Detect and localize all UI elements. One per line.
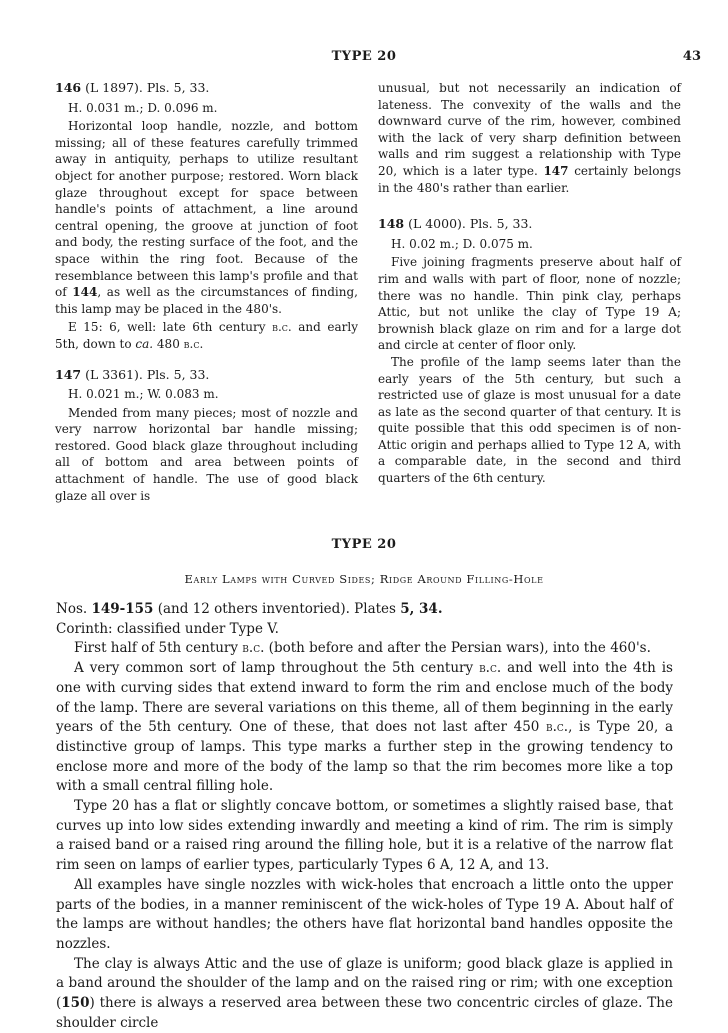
body-paragraph: Type 20 has a flat or slightly concave bottom, or sometimes a slightly raised base, that curves up into low sides extending inwardly and meeting a kind of rim. The rim is simply a raised band or a raised ring around the filling hole, but it is a relative of the narrow flat rim seen on lamps of earlier types, particularly Types 6 A, 12 A, and 13. [56, 798, 673, 874]
left-column [55, 80, 358, 504]
running-header-title: TYPE 20 [331, 49, 397, 64]
catalog-entry-147-continuation: unusual, but not necessarily an indication of lateness. The convexity of the walls and the downward curve of the rim, however, combined with the lack of very sharp definition between walls and rim suggest a relationship with Type 20, which is a later type. 147 certainly belongs in the 480's rather than earlier. [378, 81, 682, 195]
catalog-entry-148-dimensions: H. 0.02 m.; D. 0.075 m. [391, 236, 533, 251]
catalog-entry-147-description: Mended from many pieces; most of nozzle and very narrow horizontal bar handle missing; restored. Good black glaze throughout including all of bottom and area between points of attachment of handle. The use of good black glaze all over is [55, 405, 358, 503]
page-number: 43 [682, 49, 701, 64]
date-range-paragraph: First half of 5th century b.c. (both before and after the Persian wars), into the 460's. [74, 640, 651, 657]
catalog-entry-146-context: E 15: 6, well: late 6th century b.c. and early 5th, down to ca. 480 b.c. [55, 320, 358, 351]
catalog-entry-147-dimensions: H. 0.021 m.; W. 0.083 m. [68, 387, 219, 402]
section-subtitle: Early Lamps with Curved Sides; Ridge Around Filling-Hole [184, 572, 544, 586]
section-body [56, 600, 673, 1033]
catalog-entry-148-discussion: The profile of the lamp seems later than the early years of the 5th century, but such a restricted use of glaze is most unusual for a date as late as the second quarter of that century. It is quite possible that this odd specimen is of non-Attic origin and perhaps allied to Type 12 A, with a comparable date, in the second and third quarters of the 6th century. [378, 354, 681, 486]
catalog-entry-147-heading: 147 (L 3361). Pls. 5, 33. [55, 366, 210, 382]
catalog-entry-146-description: Horizontal loop handle, nozzle, and bottom missing; all of these features carefully trimmed away in antiquity, perhaps to utilize resultant object for another purpose; restored. Worn black glaze throughout except for space between handle's points of attachment, a line around central opening, the groove at junction of foot and body, the resting surface of the foot, and the space within the ring foot. Because of the resemblance between this lamp's profile and that of 144, as well as the circumstances of finding, this lamp may be placed in the 480's. [55, 119, 358, 316]
right-column [378, 80, 681, 487]
section-title: TYPE 20 [331, 537, 397, 552]
catalog-numbers-line: Nos. 149-155 (and 12 others inventoried). Plates 5, 34. [56, 601, 443, 617]
body-paragraph: The clay is always Attic and the use of glaze is uniform; good black glaze is applied in a band around the shoulder of the lamp and on the raised ring or rim; with one exception (150) there is always a reserved area between these two concentric circles of glaze. The shoulder circle [56, 955, 673, 1031]
corinth-reference: Corinth: classified under Type V. [56, 620, 279, 637]
catalog-entry-148-description: Five joining fragments preserve about half of rim and walls with part of floor, none of nozzle; there was no handle. Thin pink clay, perhaps Attic, but not unlike the clay of Type 19 A; brownish black glaze on rim and for a large dot and circle at center of floor only. [378, 255, 681, 353]
body-paragraph: A very common sort of lamp throughout the 5th century b.c. and well into the 4th is one with curving sides that extend inward to form the rim and enclose much of the body of the lamp. There are several variations on this theme, all of them beginning in the early years of the 5th century. One of these, that does not last after 450 b.c., is Type 20, a distinctive group of lamps. This type marks a further step in the growing tendency to enclose more and more of the body of the lamp so that the rim becomes more like a top with a small central filling hole. [56, 660, 673, 795]
catalog-entry-146-heading: 146 (L 1897). Pls. 5, 33. [55, 80, 210, 95]
catalog-entry-146-dimensions: H. 0.031 m.; D. 0.096 m. [68, 100, 218, 115]
catalog-entry-148-heading: 148 (L 4000). Pls. 5, 33. [378, 216, 533, 232]
body-paragraph: All examples have single nozzles with wick-holes that encroach a little onto the upper parts of the bodies, in a manner reminiscent of the wick-holes of Type 19 A. About half of the lamps are without handles; the others have flat horizontal band handles opposite the nozzles. [56, 876, 673, 952]
